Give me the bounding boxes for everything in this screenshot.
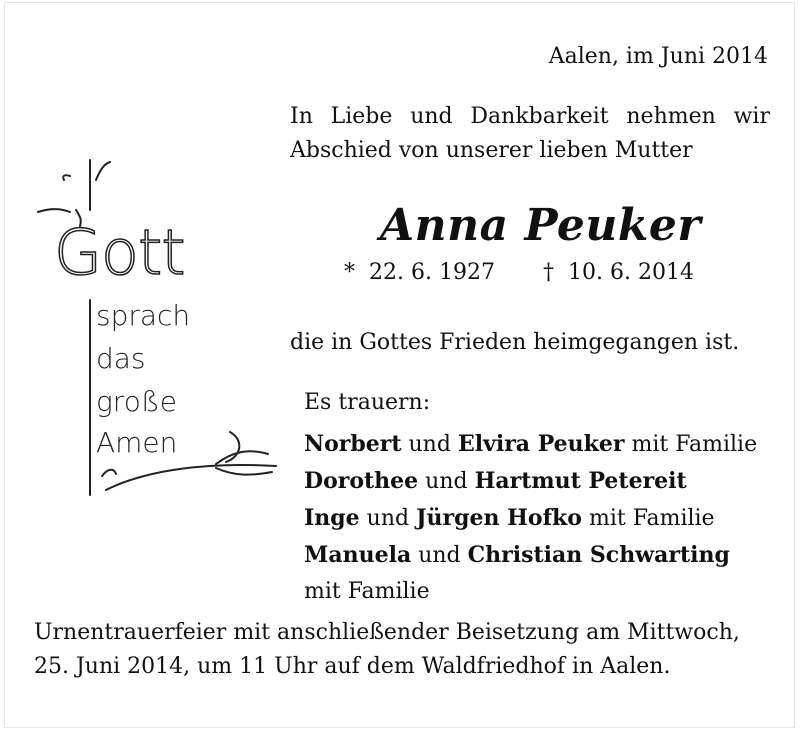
emblem-word: Amen: [96, 426, 178, 459]
intro-line-2: Abschied von unserer lieben Mutter: [290, 138, 693, 163]
mourner-join: und: [359, 506, 417, 531]
deceased-name: Anna Peuker: [380, 200, 701, 251]
death-date: † 10. 6. 2014: [543, 260, 694, 285]
mourner-row: [304, 463, 757, 500]
ceremony-line-1: Urnentrauerfeier mit anschließender Beisetzung am Mittwoch,: [34, 620, 740, 645]
mourner-suffix: mit Familie: [581, 506, 715, 531]
mourner-second: Christian Schwarting: [467, 542, 730, 568]
mourner-first: Norbert: [304, 431, 402, 457]
gott-emblem: [36, 150, 286, 510]
mourner-join: und: [401, 432, 458, 457]
emblem-word: große: [96, 385, 177, 418]
mourners-heading: Es trauern:: [304, 390, 431, 415]
mourner-second: Hartmut Petereit: [474, 468, 687, 494]
mourner-join: und: [418, 469, 475, 494]
birth-date: * 22. 6. 1927: [344, 260, 495, 285]
peace-text: die in Gottes Frieden heimgegangen ist.: [290, 330, 740, 355]
emblem-word: das: [96, 342, 146, 375]
intro-word: Dankbarkeit: [470, 104, 609, 129]
intro-word: und: [410, 104, 453, 129]
mourner-first: Dorothee: [304, 468, 419, 494]
emblem-word: sprach: [96, 299, 191, 332]
intro-word: Liebe: [330, 104, 393, 129]
mourner-row: [304, 537, 757, 574]
intro-word: wir: [733, 104, 770, 129]
emblem-title: Gott: [54, 216, 185, 289]
intro-word: nehmen: [626, 104, 716, 129]
ceremony-line-2: 25. Juni 2014, um 11 Uhr auf dem Waldfriedhof in Aalen.: [34, 654, 671, 679]
intro-line-1: [290, 100, 770, 134]
mourner-first: Manuela: [304, 542, 412, 568]
mourner-row: [304, 426, 757, 463]
mourner-tail: mit Familie: [304, 579, 430, 604]
ceremony-info: [34, 616, 740, 684]
mourner-join: und: [411, 543, 468, 568]
mourner-second: Elvira Peuker: [457, 431, 625, 457]
mourners-list: [304, 426, 757, 610]
place-and-date: Aalen, im Juni 2014: [548, 44, 768, 69]
intro-text: [290, 100, 770, 168]
mourner-second: Jürgen Hofko: [416, 505, 582, 531]
intro-word: In: [290, 104, 313, 129]
mourner-suffix: mit Familie: [624, 432, 758, 457]
mourner-first: Inge: [304, 505, 360, 531]
mourner-row: [304, 500, 757, 537]
